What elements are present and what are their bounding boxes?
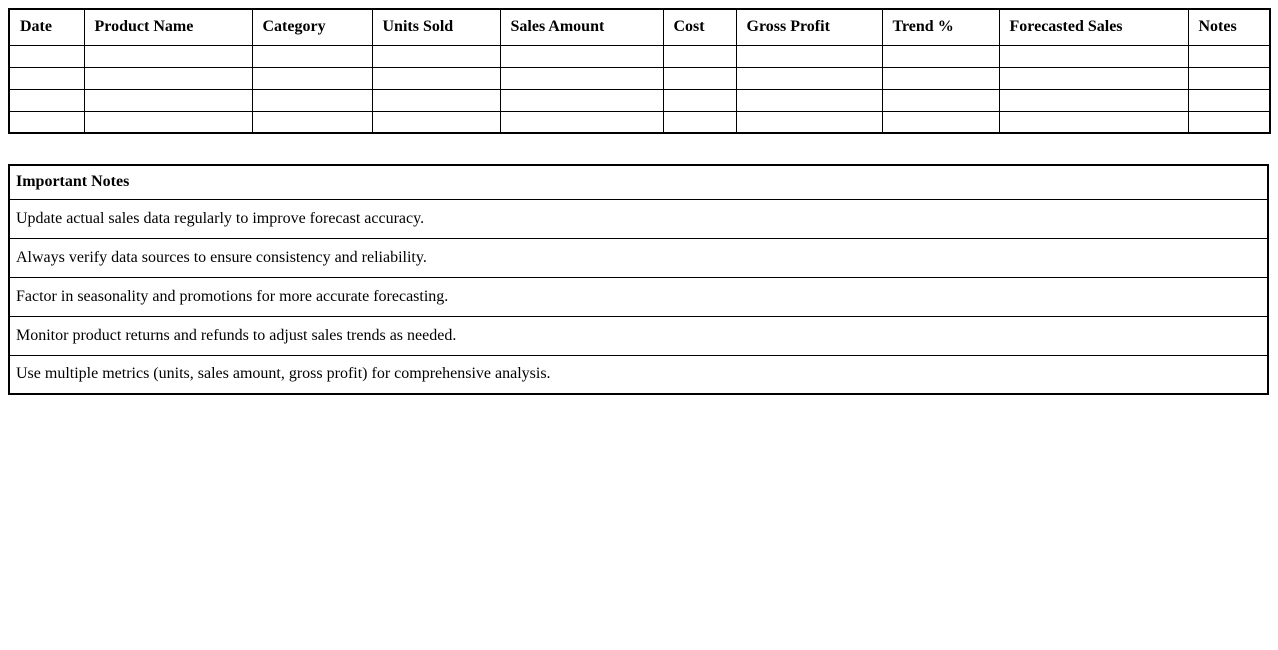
- note-item: [9, 199, 1268, 238]
- sales-forecast-table: [8, 8, 1271, 134]
- empty-cell: [84, 89, 252, 111]
- empty-cell: [882, 89, 999, 111]
- empty-cell: [252, 67, 372, 89]
- empty-cell: [736, 67, 882, 89]
- column-header-gross-profit: Gross Profit: [736, 9, 882, 45]
- empty-cell: [736, 89, 882, 111]
- empty-cell: [1188, 111, 1270, 133]
- important-notes-table: [8, 164, 1269, 395]
- empty-cell: [882, 45, 999, 67]
- column-header-cost: Cost: [663, 9, 736, 45]
- empty-cell: [372, 89, 500, 111]
- empty-cell: [252, 45, 372, 67]
- empty-cell: [9, 89, 84, 111]
- empty-cell: [372, 111, 500, 133]
- column-header-notes: Notes: [1188, 9, 1270, 45]
- empty-cell: [1188, 45, 1270, 67]
- note-item: [9, 355, 1268, 394]
- empty-cell: [500, 111, 663, 133]
- empty-cell: [663, 89, 736, 111]
- empty-cell: [999, 45, 1188, 67]
- empty-cell: [252, 111, 372, 133]
- empty-cell: [9, 45, 84, 67]
- empty-cell: [999, 67, 1188, 89]
- empty-cell: [500, 89, 663, 111]
- empty-cell: [736, 45, 882, 67]
- empty-cell: [9, 111, 84, 133]
- note-item: [9, 238, 1268, 277]
- column-header-category: Category: [252, 9, 372, 45]
- column-header-sales-amount: Sales Amount: [500, 9, 663, 45]
- table-row: [9, 45, 1270, 67]
- column-header-trend-percent: Trend %: [882, 9, 999, 45]
- sales-table-header-row: [9, 9, 1270, 45]
- empty-cell: [1188, 89, 1270, 111]
- empty-cell: [999, 111, 1188, 133]
- empty-cell: [882, 111, 999, 133]
- empty-cell: [84, 111, 252, 133]
- notes-title-row: [9, 165, 1268, 199]
- note-text: Use multiple metrics (units, sales amount, gross profit) for comprehensive analysis.: [9, 355, 1268, 394]
- note-text: Factor in seasonality and promotions for more accurate forecasting.: [9, 277, 1268, 316]
- empty-cell: [663, 111, 736, 133]
- table-row: [9, 111, 1270, 133]
- empty-cell: [372, 67, 500, 89]
- column-header-forecasted-sales: Forecasted Sales: [999, 9, 1188, 45]
- empty-cell: [500, 67, 663, 89]
- empty-cell: [882, 67, 999, 89]
- sales-table-body: [9, 45, 1270, 133]
- note-text: Monitor product returns and refunds to adjust sales trends as needed.: [9, 316, 1268, 355]
- note-item: [9, 316, 1268, 355]
- column-header-product-name: Product Name: [84, 9, 252, 45]
- empty-cell: [663, 67, 736, 89]
- table-row: [9, 89, 1270, 111]
- empty-cell: [999, 89, 1188, 111]
- empty-cell: [372, 45, 500, 67]
- table-row: [9, 67, 1270, 89]
- empty-cell: [84, 67, 252, 89]
- empty-cell: [663, 45, 736, 67]
- column-header-units-sold: Units Sold: [372, 9, 500, 45]
- column-header-date: Date: [9, 9, 84, 45]
- empty-cell: [252, 89, 372, 111]
- empty-cell: [84, 45, 252, 67]
- empty-cell: [500, 45, 663, 67]
- note-text: Always verify data sources to ensure consistency and reliability.: [9, 238, 1268, 277]
- note-item: [9, 277, 1268, 316]
- empty-cell: [9, 67, 84, 89]
- notes-title: Important Notes: [9, 165, 1268, 199]
- note-text: Update actual sales data regularly to improve forecast accuracy.: [9, 199, 1268, 238]
- empty-cell: [1188, 67, 1270, 89]
- empty-cell: [736, 111, 882, 133]
